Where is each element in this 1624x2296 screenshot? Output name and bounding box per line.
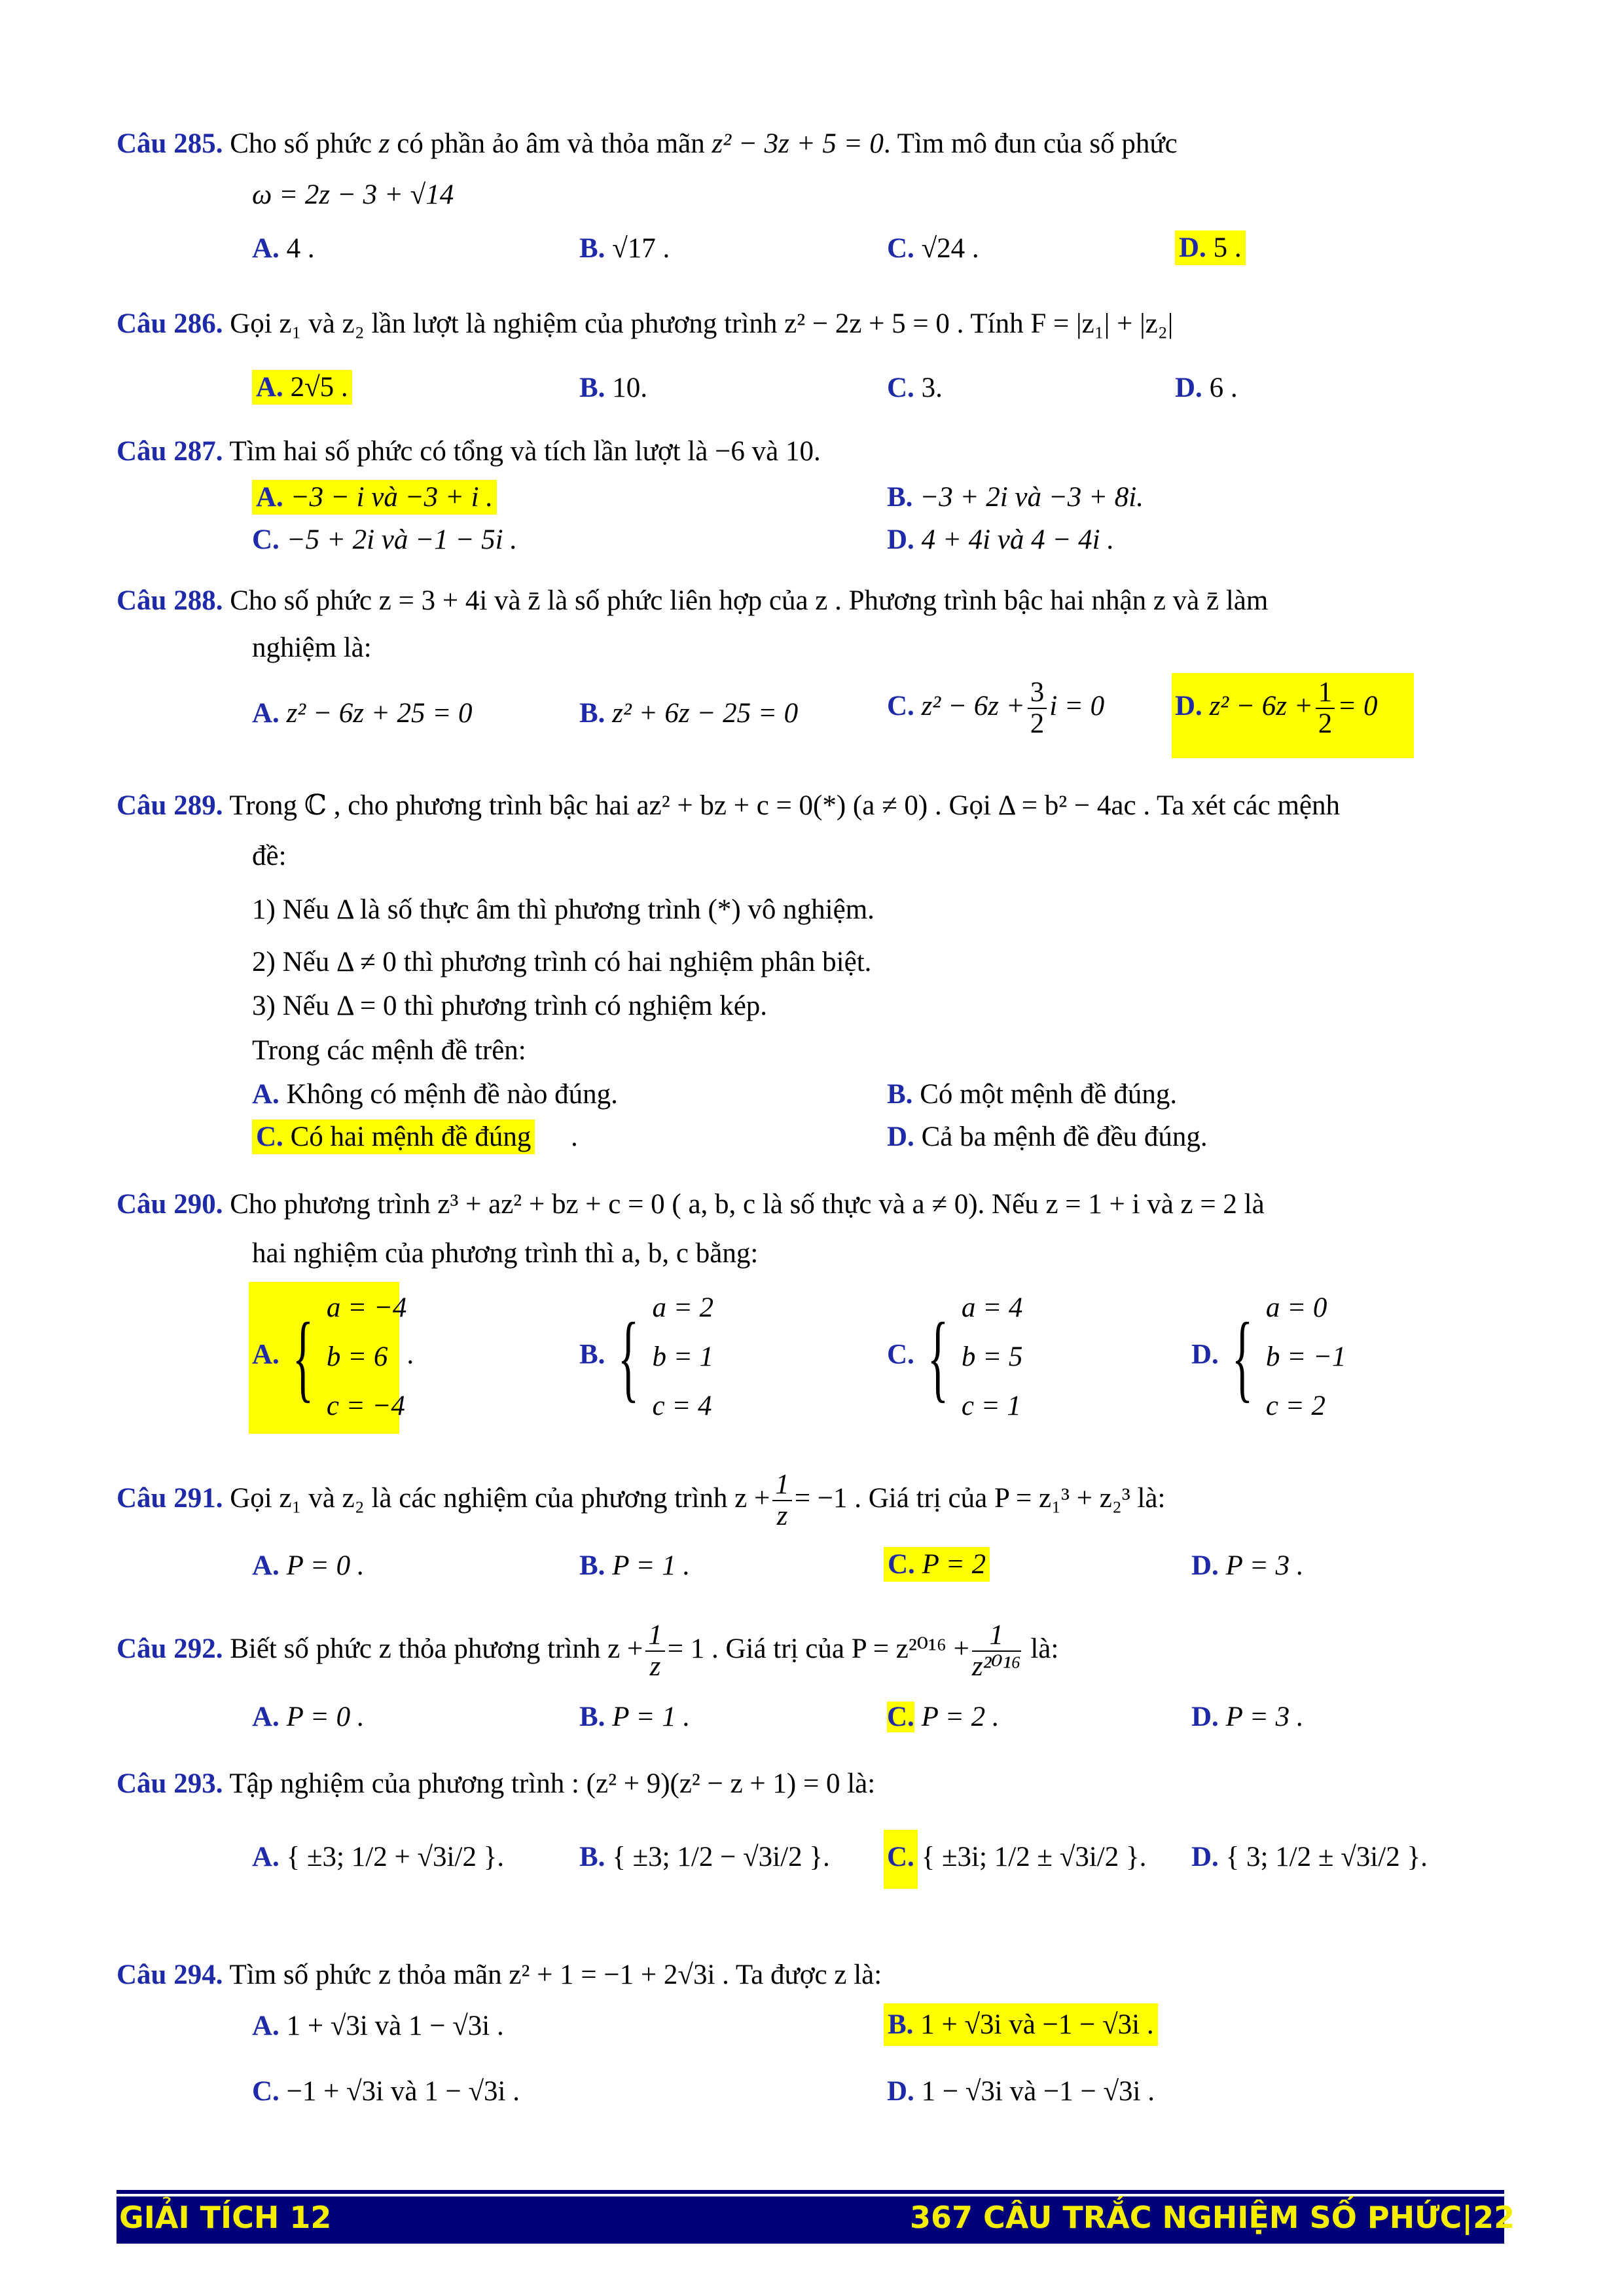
q286-option-c: C. 3. [887,373,943,403]
q288-option-c: C. z² − 6z + $\frac{3}{2}$ i = 0 [887,677,1105,739]
q285-option-a: A. 4 . [252,233,315,264]
q286-option-a: A. 2√5 . [252,370,352,405]
q289-option-a: A. Không có mệnh đề nào đúng. [252,1079,618,1110]
q290-option-a: A. { a = −4 b = 6 c = −4. [252,1292,414,1421]
q289: Câu 289. Trong ℂ , cho phương trình bậc hai az² + bz + c = 0(*) (a ≠ 0) . Gọi Δ = b² − 4ac . Ta xét các mệnh [117,790,1340,821]
q293-option-d: D. { 3; 1/2 ± √3i/2 }. [1191,1842,1428,1872]
q285-omega: ω = 2z − 3 + √14 [252,179,454,210]
q290-option-b: B. { a = 2 b = 1 c = 4 [579,1292,713,1421]
q289-statement-2: 2) Nếu Δ ≠ 0 thì phương trình có hai nghiệm phân biệt. [252,947,872,977]
footer-rule [117,2190,1504,2194]
q294: Câu 294. Tìm số phức z thỏa mãn z² + 1 = −1 + 2√3i . Ta được z là: [117,1959,882,1990]
page-number: 22 [1473,2200,1515,2235]
q287-option-b: B. −3 + 2i và −3 + 8i. [887,482,1144,513]
footer-subject: GIẢI TÍCH 12 [119,2200,332,2235]
q290-option-c: C. { a = 4 b = 5 c = 1 [887,1292,1023,1421]
q288-line2: nghiệm là: [252,632,372,663]
q293-option-a: A. { ±3; 1/2 + √3i/2 }. [252,1842,505,1872]
q289-option-c: C. Có hai mệnh đề đúng [252,1120,535,1154]
q293-option-c: C. { ±3i; 1/2 ± √3i/2 }. [887,1842,1147,1872]
q289-period: . [571,1121,578,1152]
footer-title: 367 CÂU TRẮC NGHIỆM SỐ PHỨC|22 [910,2200,1515,2235]
q290-line2: hai nghiệm của phương trình thì a, b, c bằng: [252,1238,759,1269]
q291-option-c: C. P = 2 [884,1547,990,1582]
q292-option-b: B. P = 1 . [579,1702,691,1732]
q289-option-d: D. Cả ba mệnh đề đều đúng. [887,1121,1208,1152]
q294-option-b: B. 1 + √3i và −1 − √3i . [884,2003,1158,2046]
q285-option-c: C. √24 . [887,233,979,264]
q286: Câu 286. Gọi z₁ và z₂ lần lượt là nghiệm của phương trình z² − 2z + 5 = 0 . Tính F = |z₁| + |z₂| [117,308,1174,339]
q286-option-d: D. 6 . [1175,373,1238,403]
q294-option-a: A. 1 + √3i và 1 − √3i . [252,2011,504,2041]
q286-option-b: B. 10. [579,373,647,403]
q290: Câu 290. Cho phương trình z³ + az² + bz + c = 0 ( a, b, c là số thực và a ≠ 0). Nếu z = 1 + i và z = 2 là [117,1189,1265,1220]
q293: Câu 293. Tập nghiệm của phương trình : (z² + 9)(z² − z + 1) = 0 là: [117,1768,876,1799]
q287: Câu 287. Tìm hai số phức có tổng và tích lần lượt là −6 và 10. [117,436,821,467]
q292: Câu 292. Biết số phức z thỏa phương trình z + $\frac{1}{z}$ = 1 . Giá trị của P = z²⁰¹⁶ + $\frac{1}{\text{z²⁰¹⁶}}$ là: [117,1620,1059,1682]
q288-option-a: A. z² − 6z + 25 = 0 [252,698,473,729]
q288-option-d: D. z² − 6z + $\frac{1}{2}$ = 0 [1175,677,1378,739]
q287-option-d: D. 4 + 4i và 4 − 4i . [887,524,1115,555]
q285-option-d: D. 5 . [1175,230,1246,265]
q291-option-b: B. P = 1 . [579,1550,691,1581]
q294-option-d: D. 1 − √3i và −1 − √3i . [887,2076,1155,2107]
q290-option-d: D. { a = 0 b = −1 c = 2 [1191,1292,1346,1421]
q289-option-b: B. Có một mệnh đề đúng. [887,1079,1178,1110]
q289-line2: đề: [252,841,287,871]
q285-option-b: B. √17 . [579,233,670,264]
q291-option-d: D. P = 3 . [1191,1550,1304,1581]
q287-option-a: A. −3 − i và −3 + i . [252,480,497,515]
q292-option-d: D. P = 3 . [1191,1702,1304,1732]
q294-option-c: C. −1 + √3i và 1 − √3i . [252,2076,520,2107]
q289-statement-3: 3) Nếu Δ = 0 thì phương trình có nghiệm kép. [252,991,768,1021]
q288-option-b: B. z² + 6z − 25 = 0 [579,698,799,729]
q289-statement-4: Trong các mệnh đề trên: [252,1035,526,1066]
q291-option-a: A. P = 0 . [252,1550,365,1581]
q285: Câu 285. Cho số phức z có phần ảo âm và thỏa mãn z² − 3z + 5 = 0. Tìm mô đun của số phức [117,128,1178,159]
q288: Câu 288. Cho số phức z = 3 + 4i và z̄ là số phức liên hợp của z . Phương trình bậc hai nhận z và z̄ làm [117,585,1269,616]
q292-option-c: C. P = 2 . [887,1702,1000,1732]
q292-option-a: A. P = 0 . [252,1702,365,1732]
q289-statement-1: 1) Nếu Δ là số thực âm thì phương trình (*) vô nghiệm. [252,894,875,925]
question-label: Câu 285. [117,128,223,159]
q287-option-c: C. −5 + 2i và −1 − 5i . [252,524,518,555]
q293-option-b: B. { ±3; 1/2 − √3i/2 }. [579,1842,830,1872]
q291: Câu 291. Gọi z₁ và z₂ là các nghiệm của phương trình z + $\frac{1}{z}$ = −1 . Giá trị của P = z₁³ + z₂³ là: [117,1469,1166,1531]
